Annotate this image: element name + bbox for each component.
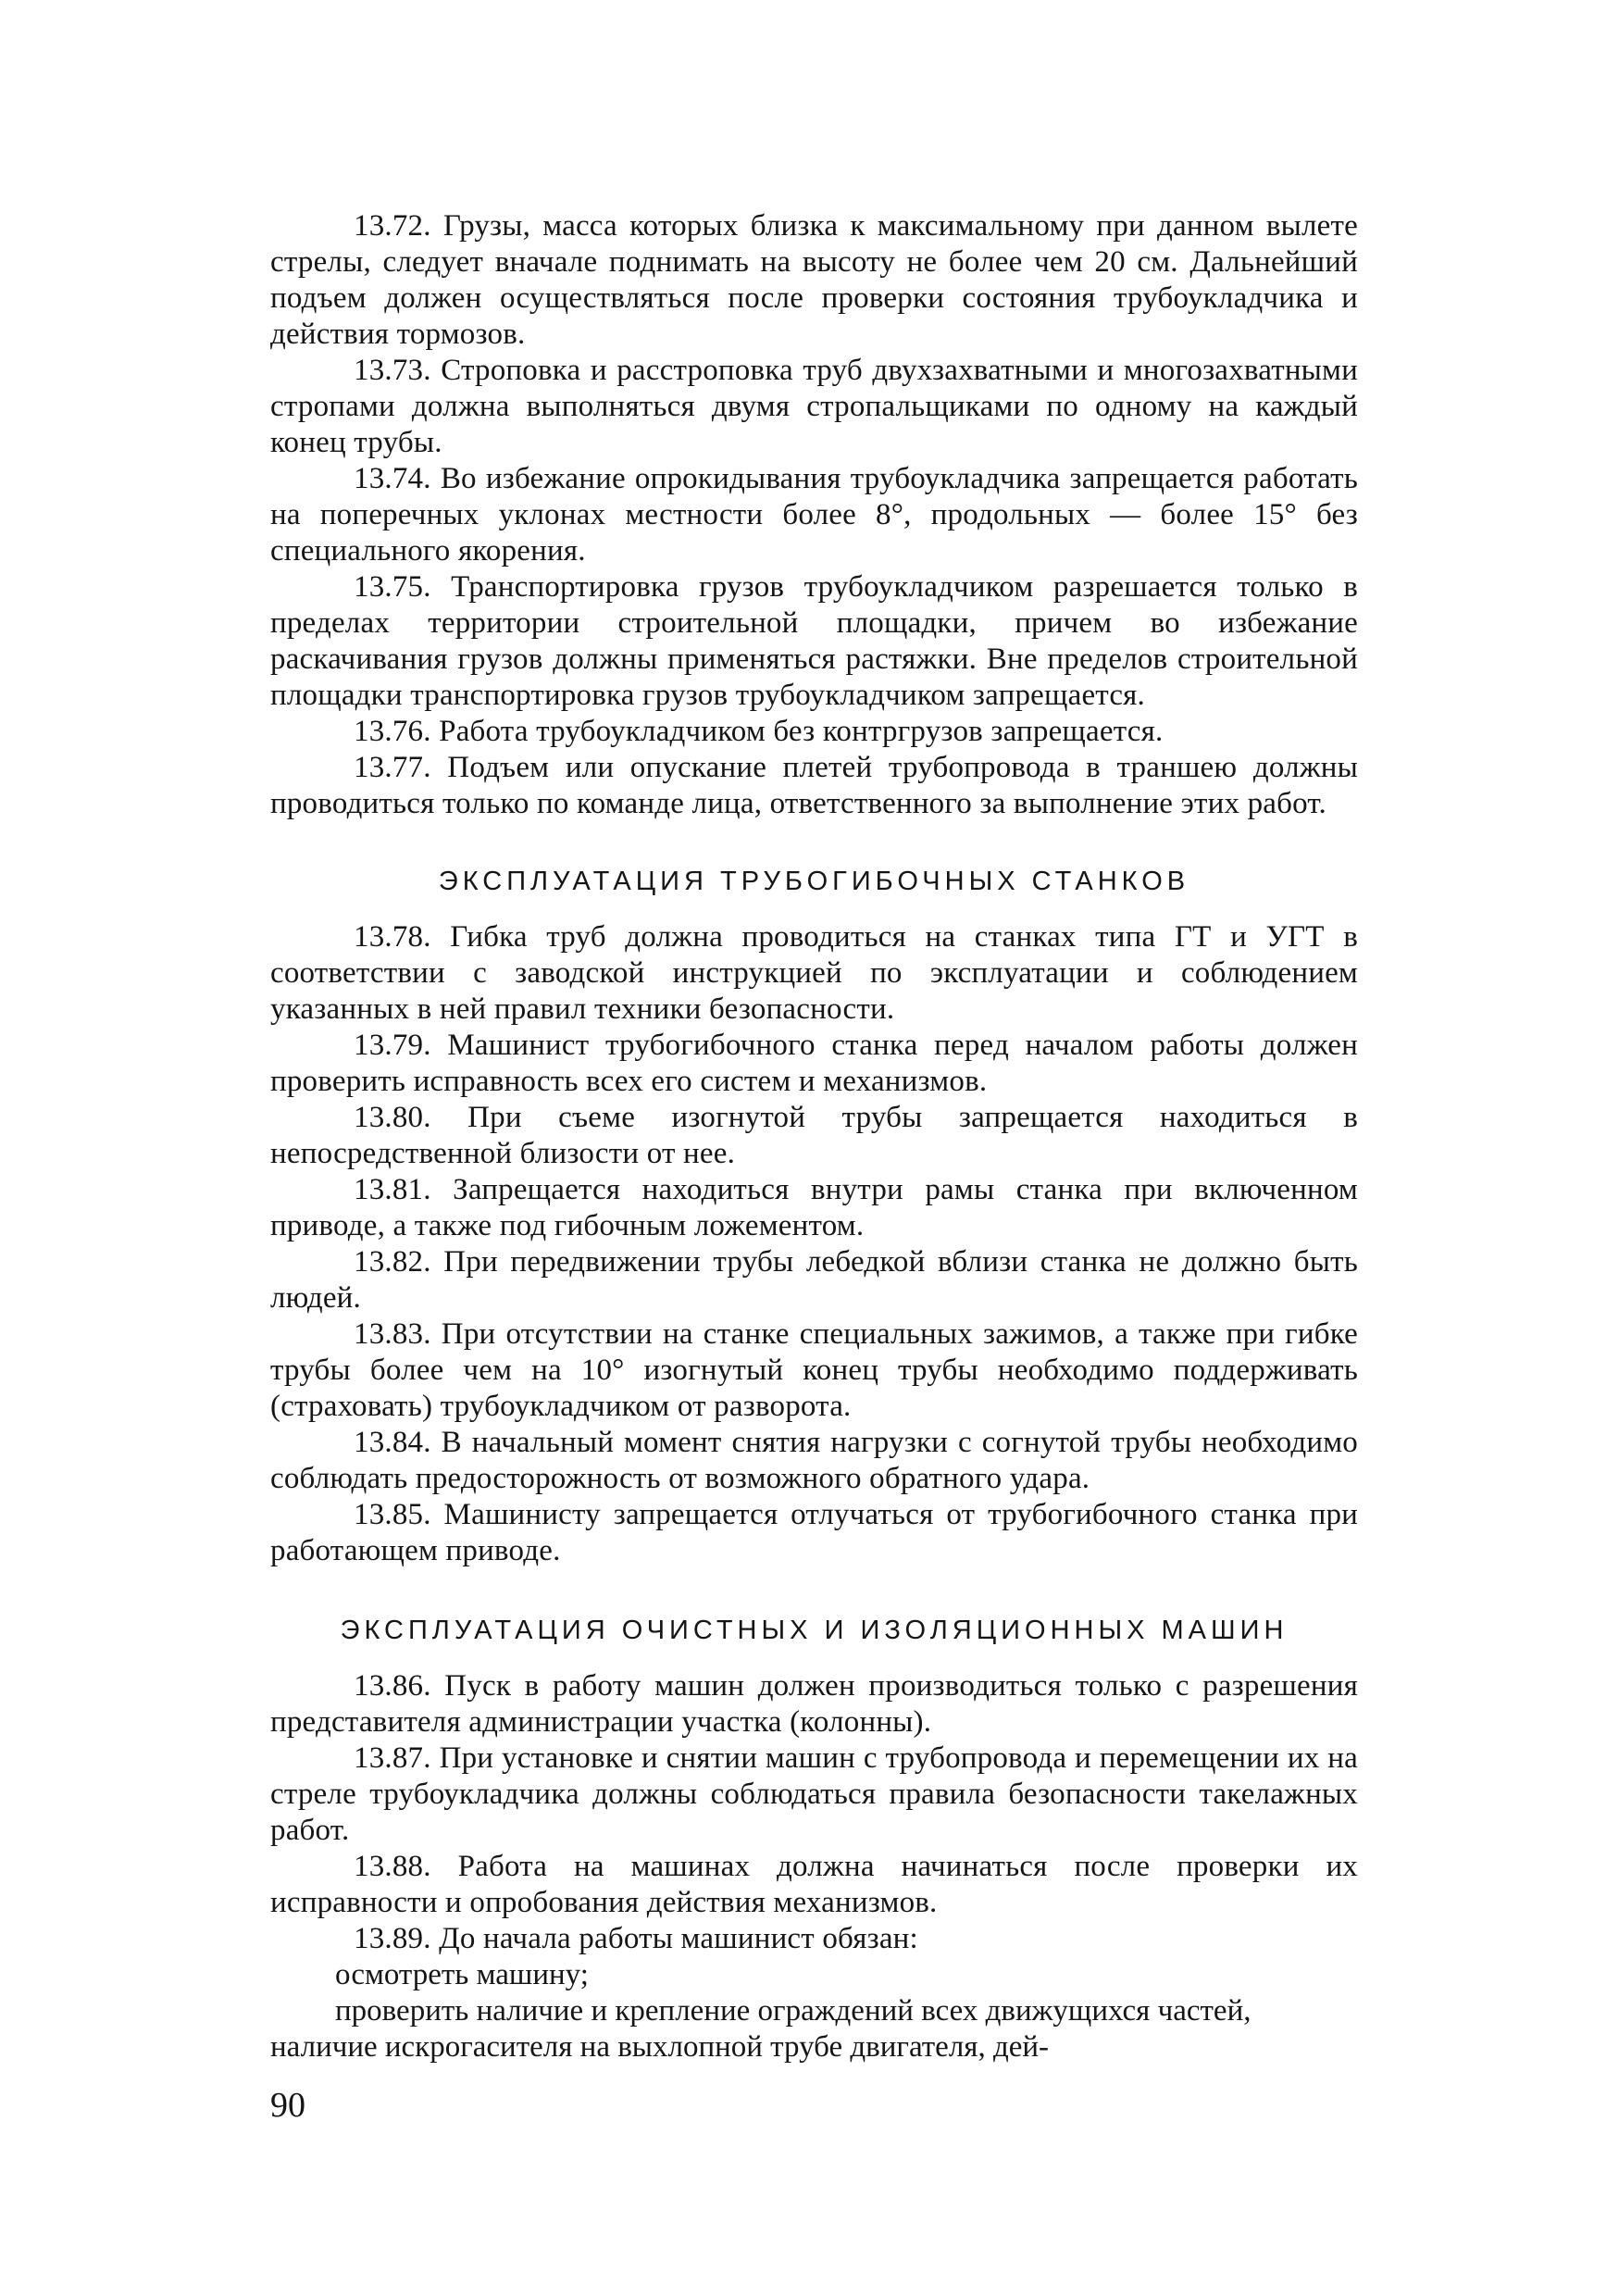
paragraph-13-75: 13.75. Транспортировка грузов трубоукладчиком разрешается только в пределах территории строительной площадки, причем во избежание раскачивания грузов должны применяться растяжки. Вне пределов строительной площадки транспортировка грузов трубоукладчиком запрещается. [270,570,1358,712]
paragraph-13-85: 13.85. Машинисту запрещается отлучаться от трубогибочного станка при работающем приводе. [270,1498,1358,1567]
paragraph-13-83: 13.83. При отсутствии на станке специальных зажимов, а также при гибке трубы более чем на 10° изогнутый конец трубы необходимо поддерживать (страховать) трубоукладчиком от разворота. [270,1317,1358,1423]
paragraph-13-73: 13.73. Строповка и расстроповка труб двухзахватными и многозахватными стропами должна выполняться двумя стропальщиками по одному на каждый конец трубы. [270,354,1358,459]
paragraph-13-76: 13.76. Работа трубоукладчиком без контргрузов запрещается. [354,715,1164,748]
paragraph-13-78: 13.78. Гибка труб должна проводиться на станках типа ГТ и УГТ в соответствии с заводской инструкцией по эксплуатации и соблюдением указанных в ней правил техники безопасности. [270,920,1358,1026]
paragraph-13-88: 13.88. Работа на машинах должна начинаться после проверки их исправности и опробования действия механизмов. [270,1850,1358,1919]
page-number: 90 [270,2086,305,2125]
paragraph-13-81: 13.81. Запрещается находиться внутри рамы станка при включенном приводе, а также под гибочным ложементом. [270,1173,1358,1242]
list-item: осмотреть машину; [335,1958,589,1991]
page-content [270,208,1358,2065]
paragraph-13-80: 13.80. При съеме изогнутой трубы запрещается находиться в непосредственной близости от нее. [270,1101,1358,1170]
paragraph-13-74: 13.74. Во избежание опрокидывания трубоукладчика запрещается работать на поперечных уклонах местности более 8°, продольных — более 15° без специального якорения. [270,462,1358,568]
section-heading-cleaning-machines: ЭКСПЛУАТАЦИЯ ОЧИСТНЫХ И ИЗОЛЯЦИОННЫХ МАШИН [340,1616,1289,1645]
paragraph-13-72: 13.72. Грузы, масса которых близка к максимальному при данном вылете стрелы, следует вначале поднимать на высоту не более чем 20 см. Дальнейший подъем должен осуществляться после проверки состояния трубоукладчика и действия тормозов. [270,209,1358,351]
paragraph-13-77: 13.77. Подъем или опускание плетей трубопровода в траншею должны проводиться только по команде лица, ответственного за выполнение этих работ. [270,751,1358,820]
paragraph-13-89: 13.89. До начала работы машинист обязан: [354,1922,918,1955]
paragraph-13-87: 13.87. При установке и снятии машин с трубопровода и перемещении их на стреле трубоукладчика должны соблюдаться правила безопасности такелажных работ. [270,1741,1358,1847]
section-cleaning-machines [270,1668,1358,2065]
section-pipe-bending [270,919,1358,1569]
paragraph-13-82: 13.82. При передвижении трубы лебедкой вблизи станка не должно быть людей. [270,1245,1358,1315]
list-item: проверить наличие и крепление ограждений всех движущихся частей, наличие искрогасителя на выхлопной трубе двигателя, дей- [270,1994,1252,2064]
section-heading-pipe-bending: ЭКСПЛУАТАЦИЯ ТРУБОГИБОЧНЫХ СТАНКОВ [438,867,1190,896]
paragraph-13-86: 13.86. Пуск в работу машин должен производиться только с разрешения представителя администрации участка (колонны). [270,1669,1358,1739]
paragraph-13-79: 13.79. Машинист трубогибочного станка перед началом работы должен проверить исправность всех его систем и механизмов. [270,1029,1358,1098]
paragraph-13-84: 13.84. В начальный момент снятия нагрузки с согнутой трубы необходимо соблюдать предосторожность от возможного обратного удара. [270,1426,1358,1495]
section-trubouk [270,208,1358,822]
